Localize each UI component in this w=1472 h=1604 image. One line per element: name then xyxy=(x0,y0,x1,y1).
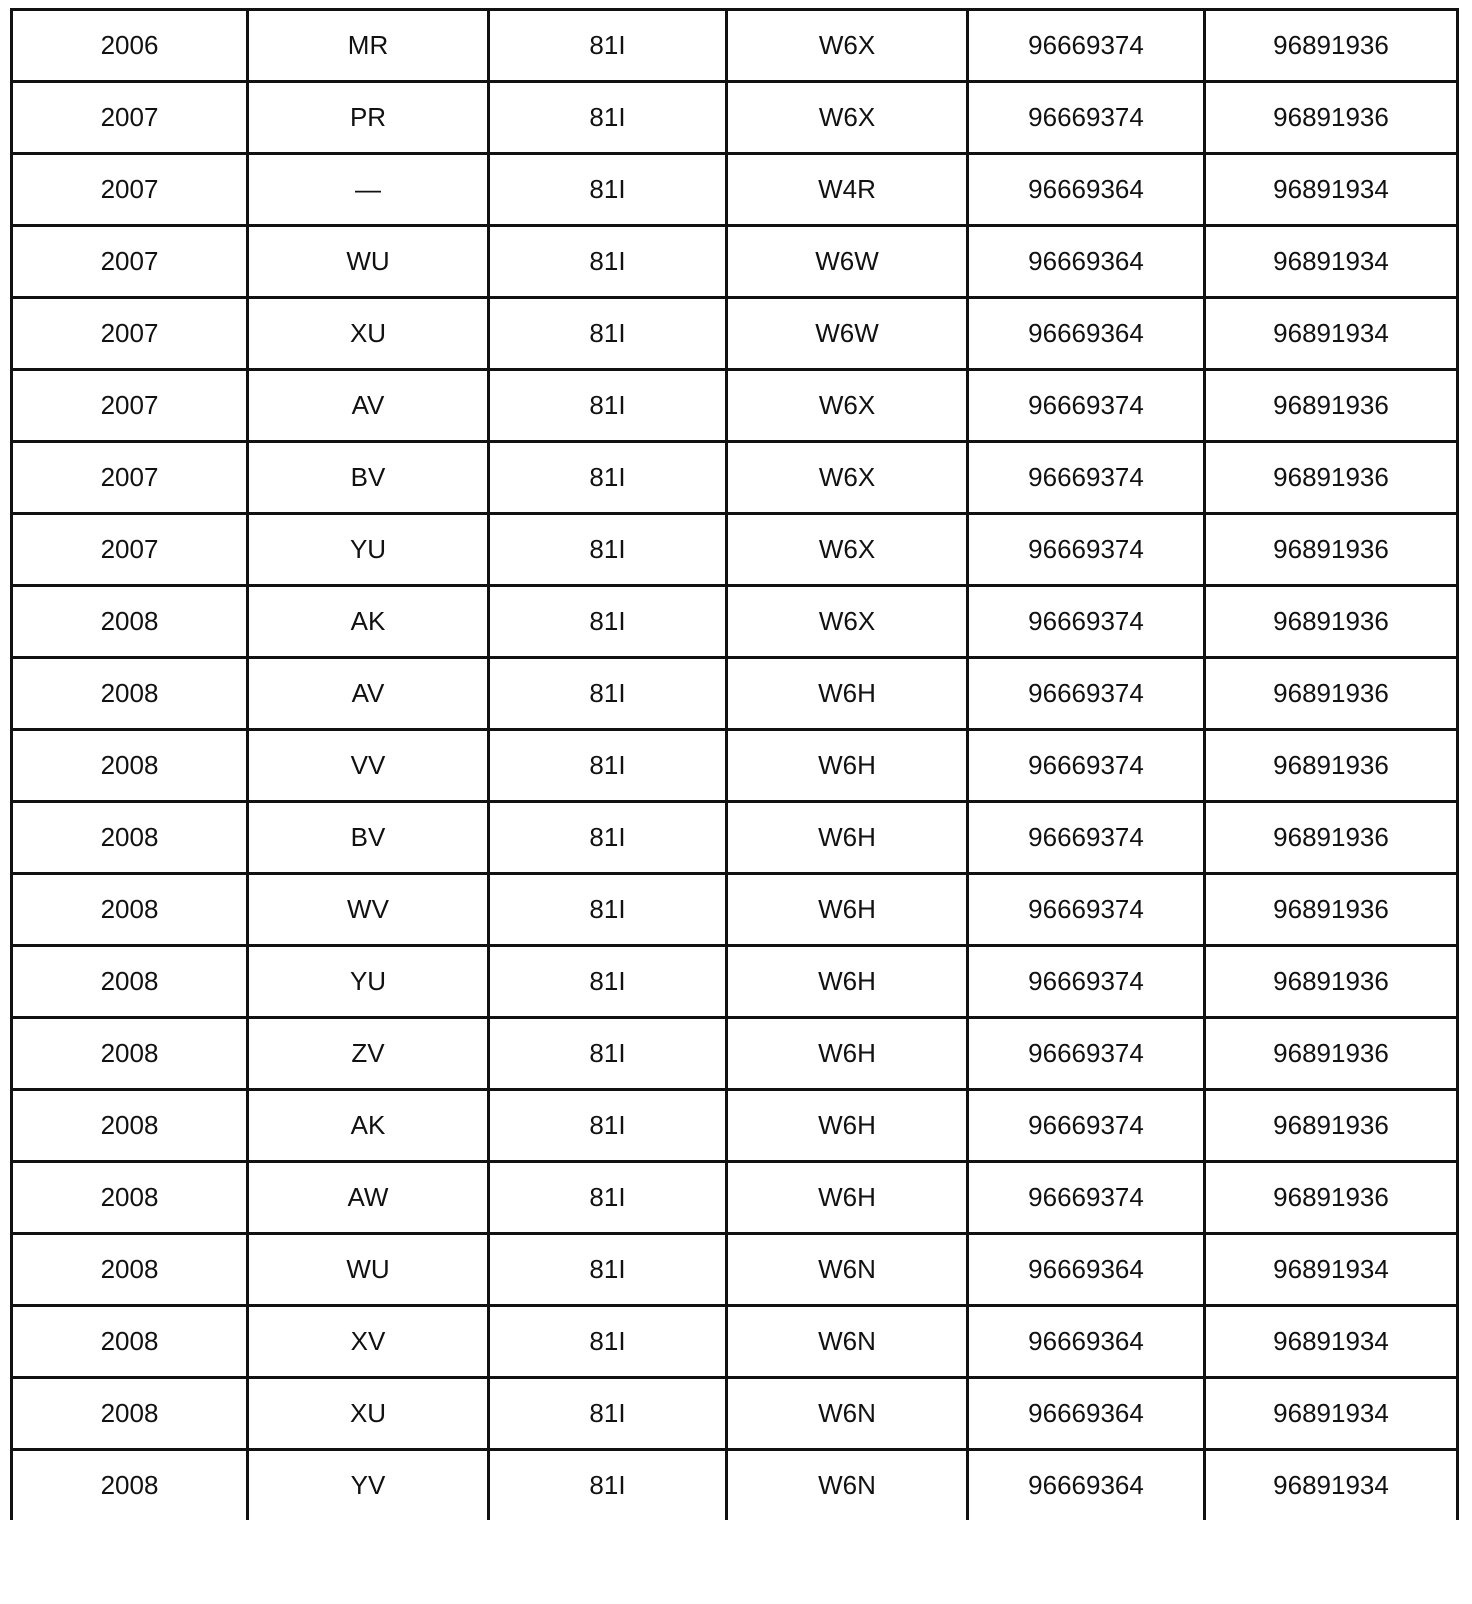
variant-cell: W6H xyxy=(727,874,968,946)
model-cell: 81I xyxy=(489,1306,727,1378)
table-row xyxy=(12,10,1458,82)
table-row xyxy=(12,730,1458,802)
variant-cell: W6H xyxy=(727,802,968,874)
code-cell: WV xyxy=(248,874,489,946)
part-number-b-cell: 96891936 xyxy=(1205,730,1458,802)
code-cell: BV xyxy=(248,802,489,874)
table-row xyxy=(12,1378,1458,1450)
code-cell: WU xyxy=(248,226,489,298)
table-row xyxy=(12,1018,1458,1090)
model-cell: 81I xyxy=(489,82,727,154)
year-cell: 2008 xyxy=(12,730,248,802)
model-cell: 81I xyxy=(489,1090,727,1162)
part-number-a-cell: 96669374 xyxy=(968,658,1205,730)
variant-cell: W6N xyxy=(727,1450,968,1521)
part-number-b-cell: 96891936 xyxy=(1205,946,1458,1018)
part-number-a-cell: 96669374 xyxy=(968,10,1205,82)
model-cell: 81I xyxy=(489,1378,727,1450)
year-cell: 2008 xyxy=(12,1234,248,1306)
part-number-b-cell: 96891934 xyxy=(1205,1306,1458,1378)
variant-cell: W6N xyxy=(727,1378,968,1450)
part-number-b-cell: 96891936 xyxy=(1205,802,1458,874)
code-cell: BV xyxy=(248,442,489,514)
model-cell: 81I xyxy=(489,874,727,946)
variant-cell: W6X xyxy=(727,442,968,514)
table-body xyxy=(12,10,1458,1521)
code-cell: AW xyxy=(248,1162,489,1234)
table-row xyxy=(12,946,1458,1018)
part-number-b-cell: 96891936 xyxy=(1205,82,1458,154)
model-cell: 81I xyxy=(489,1450,727,1521)
year-cell: 2007 xyxy=(12,226,248,298)
year-cell: 2007 xyxy=(12,298,248,370)
year-cell: 2006 xyxy=(12,10,248,82)
table-row xyxy=(12,1450,1458,1521)
table-row xyxy=(12,154,1458,226)
part-number-a-cell: 96669364 xyxy=(968,1378,1205,1450)
part-number-b-cell: 96891934 xyxy=(1205,226,1458,298)
code-cell: WU xyxy=(248,1234,489,1306)
model-cell: 81I xyxy=(489,298,727,370)
part-number-b-cell: 96891936 xyxy=(1205,1162,1458,1234)
part-number-b-cell: 96891936 xyxy=(1205,442,1458,514)
variant-cell: W6N xyxy=(727,1234,968,1306)
table-row xyxy=(12,1162,1458,1234)
variant-cell: W6X xyxy=(727,10,968,82)
part-number-a-cell: 96669374 xyxy=(968,442,1205,514)
variant-cell: W6N xyxy=(727,1306,968,1378)
part-number-a-cell: 96669364 xyxy=(968,1234,1205,1306)
model-cell: 81I xyxy=(489,802,727,874)
variant-cell: W6H xyxy=(727,946,968,1018)
table-row xyxy=(12,370,1458,442)
model-cell: 81I xyxy=(489,370,727,442)
part-number-a-cell: 96669374 xyxy=(968,370,1205,442)
model-cell: 81I xyxy=(489,730,727,802)
table-row xyxy=(12,298,1458,370)
table-row xyxy=(12,442,1458,514)
part-number-a-cell: 96669374 xyxy=(968,586,1205,658)
part-number-a-cell: 96669374 xyxy=(968,514,1205,586)
part-number-b-cell: 96891936 xyxy=(1205,658,1458,730)
code-cell: AV xyxy=(248,370,489,442)
variant-cell: W6H xyxy=(727,1090,968,1162)
part-number-b-cell: 96891936 xyxy=(1205,10,1458,82)
table-row xyxy=(12,82,1458,154)
part-number-a-cell: 96669374 xyxy=(968,730,1205,802)
code-cell: AV xyxy=(248,658,489,730)
table-row xyxy=(12,874,1458,946)
year-cell: 2008 xyxy=(12,658,248,730)
code-cell: YV xyxy=(248,1450,489,1521)
year-cell: 2008 xyxy=(12,946,248,1018)
variant-cell: W6H xyxy=(727,658,968,730)
part-number-a-cell: 96669364 xyxy=(968,226,1205,298)
code-cell: YU xyxy=(248,514,489,586)
table-row xyxy=(12,802,1458,874)
code-cell: AK xyxy=(248,1090,489,1162)
year-cell: 2008 xyxy=(12,802,248,874)
model-cell: 81I xyxy=(489,442,727,514)
year-cell: 2008 xyxy=(12,1090,248,1162)
part-number-b-cell: 96891936 xyxy=(1205,370,1458,442)
variant-cell: W6W xyxy=(727,298,968,370)
year-cell: 2008 xyxy=(12,1018,248,1090)
table-row xyxy=(12,226,1458,298)
code-cell: XU xyxy=(248,1378,489,1450)
year-cell: 2007 xyxy=(12,514,248,586)
part-number-a-cell: 96669374 xyxy=(968,1018,1205,1090)
code-cell: YU xyxy=(248,946,489,1018)
part-number-a-cell: 96669374 xyxy=(968,802,1205,874)
year-cell: 2007 xyxy=(12,370,248,442)
year-cell: 2008 xyxy=(12,1378,248,1450)
year-cell: 2008 xyxy=(12,586,248,658)
table-row xyxy=(12,514,1458,586)
variant-cell: W6W xyxy=(727,226,968,298)
table-row xyxy=(12,1090,1458,1162)
model-cell: 81I xyxy=(489,226,727,298)
variant-cell: W6H xyxy=(727,1018,968,1090)
part-number-a-cell: 96669364 xyxy=(968,298,1205,370)
model-cell: 81I xyxy=(489,10,727,82)
model-cell: 81I xyxy=(489,1162,727,1234)
model-cell: 81I xyxy=(489,1018,727,1090)
year-cell: 2008 xyxy=(12,1306,248,1378)
part-number-b-cell: 96891934 xyxy=(1205,154,1458,226)
part-number-a-cell: 96669374 xyxy=(968,874,1205,946)
variant-cell: W6X xyxy=(727,82,968,154)
part-number-a-cell: 96669374 xyxy=(968,946,1205,1018)
code-cell: AK xyxy=(248,586,489,658)
part-number-a-cell: 96669374 xyxy=(968,82,1205,154)
variant-cell: W6X xyxy=(727,586,968,658)
part-number-b-cell: 96891934 xyxy=(1205,298,1458,370)
code-cell: VV xyxy=(248,730,489,802)
variant-cell: W6H xyxy=(727,1162,968,1234)
model-cell: 81I xyxy=(489,586,727,658)
model-cell: 81I xyxy=(489,1234,727,1306)
year-cell: 2008 xyxy=(12,1162,248,1234)
part-number-a-cell: 96669374 xyxy=(968,1162,1205,1234)
part-number-b-cell: 96891934 xyxy=(1205,1378,1458,1450)
part-number-a-cell: 96669374 xyxy=(968,1090,1205,1162)
part-number-a-cell: 96669364 xyxy=(968,1306,1205,1378)
code-cell: XU xyxy=(248,298,489,370)
code-cell: MR xyxy=(248,10,489,82)
year-cell: 2007 xyxy=(12,82,248,154)
model-cell: 81I xyxy=(489,154,727,226)
variant-cell: W4R xyxy=(727,154,968,226)
part-number-b-cell: 96891936 xyxy=(1205,1090,1458,1162)
code-cell: XV xyxy=(248,1306,489,1378)
code-cell: — xyxy=(248,154,489,226)
year-cell: 2008 xyxy=(12,874,248,946)
variant-cell: W6H xyxy=(727,730,968,802)
part-number-a-cell: 96669364 xyxy=(968,154,1205,226)
code-cell: PR xyxy=(248,82,489,154)
model-cell: 81I xyxy=(489,946,727,1018)
part-number-b-cell: 96891936 xyxy=(1205,586,1458,658)
table-row xyxy=(12,1306,1458,1378)
table-row xyxy=(12,658,1458,730)
part-number-b-cell: 96891934 xyxy=(1205,1234,1458,1306)
part-number-a-cell: 96669364 xyxy=(968,1450,1205,1521)
code-cell: ZV xyxy=(248,1018,489,1090)
year-cell: 2007 xyxy=(12,154,248,226)
year-cell: 2007 xyxy=(12,442,248,514)
part-number-b-cell: 96891936 xyxy=(1205,874,1458,946)
part-number-b-cell: 96891934 xyxy=(1205,1450,1458,1521)
variant-cell: W6X xyxy=(727,370,968,442)
table-row xyxy=(12,1234,1458,1306)
year-cell: 2008 xyxy=(12,1450,248,1521)
part-number-b-cell: 96891936 xyxy=(1205,514,1458,586)
table-row xyxy=(12,586,1458,658)
variant-cell: W6X xyxy=(727,514,968,586)
model-cell: 81I xyxy=(489,658,727,730)
model-cell: 81I xyxy=(489,514,727,586)
data-table xyxy=(10,8,1459,1520)
part-number-b-cell: 96891936 xyxy=(1205,1018,1458,1090)
